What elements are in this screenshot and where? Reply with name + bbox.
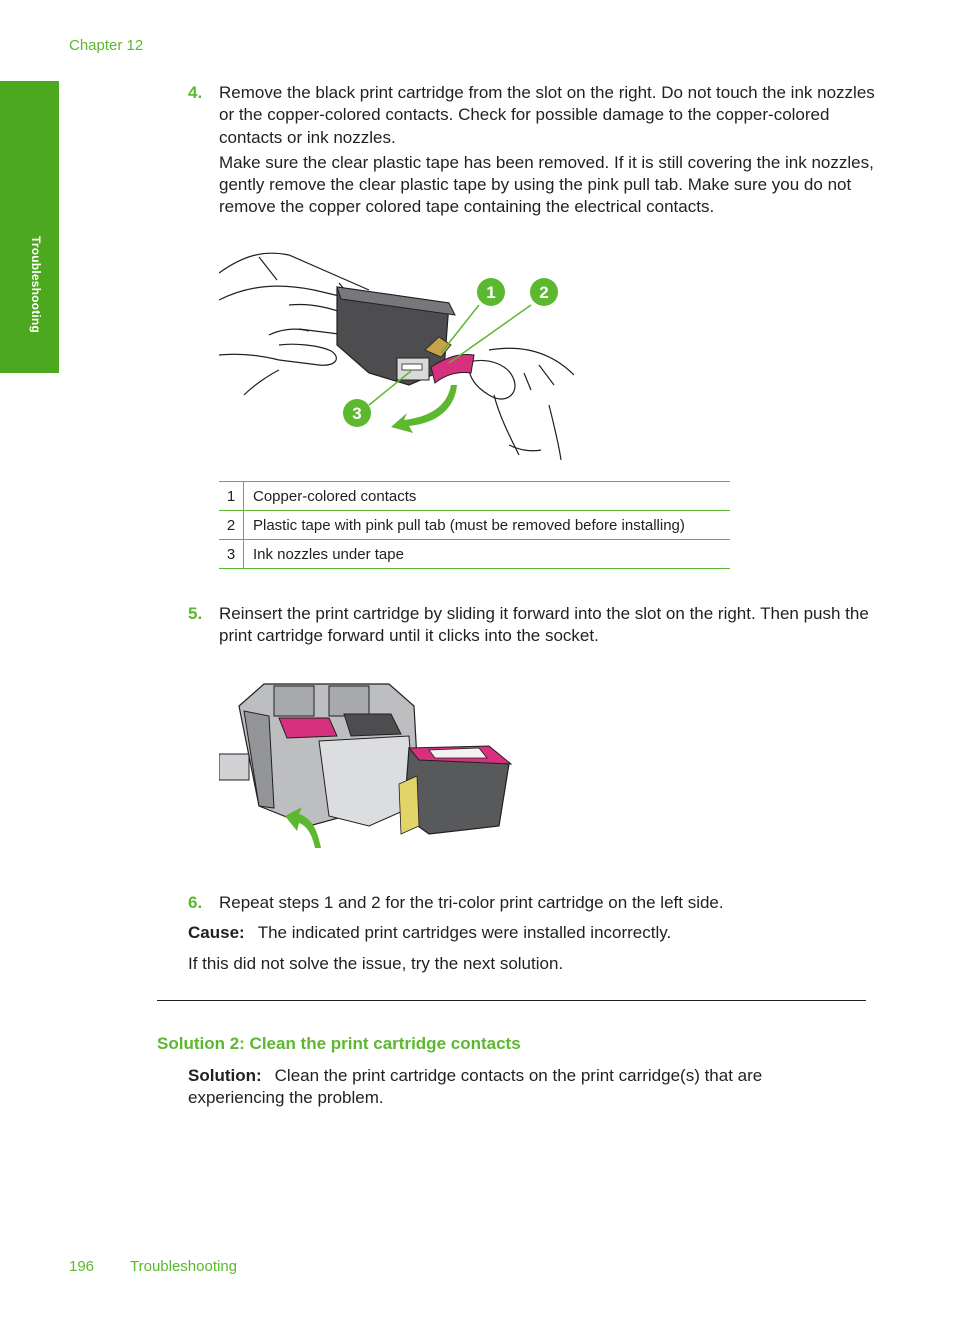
solution-label: Solution: [188, 1066, 262, 1085]
legend-text: Ink nozzles under tape [244, 540, 731, 569]
cartridge-tape-illustration [219, 245, 579, 460]
step-5 [188, 603, 878, 648]
callout-1 [477, 278, 505, 306]
cause-text: The indicated print cartridges were installed incorrectly. [257, 923, 672, 942]
svg-text:2: 2 [539, 283, 549, 302]
solution-heading: Solution 2: Clean the print cartridge contacts [157, 1034, 521, 1053]
legend-text: Copper-colored contacts [244, 482, 731, 511]
legend-index: 2 [219, 511, 244, 540]
step-4 [188, 82, 878, 219]
solution-paragraph [188, 1065, 838, 1110]
section-divider [157, 1000, 866, 1001]
chapter-header: Chapter 12 [69, 37, 144, 54]
step-6 [188, 892, 878, 914]
legend-text: Plastic tape with pink pull tab (must be removed before installing) [244, 511, 731, 540]
callout-3 [343, 399, 371, 427]
callout-2 [530, 278, 558, 306]
legend-table [219, 481, 730, 569]
step-number: 4. [188, 83, 203, 102]
step-text: Remove the black print cartridge from the slot on the right. Do not touch the ink nozzles or the copper-colored contacts. Check for possible damage to the copper-colored contacts or ink nozzles. [219, 83, 875, 147]
step-text: Make sure the clear plastic tape has been removed. If it is still covering the ink nozzles, gently remove the clear plastic tape by using the pink pull tab. Make sure you do not remove the copper colored tape containing the electrical contacts. [219, 152, 874, 217]
step-text: Repeat steps 1 and 2 for the tri-color print cartridge on the left side. [219, 893, 724, 912]
table-row [219, 540, 730, 569]
solution-text: Clean the print cartridge contacts on the print carridge(s) that are experiencing the problem. [188, 1066, 763, 1108]
legend-index: 1 [219, 482, 244, 511]
svg-text:1: 1 [486, 283, 496, 302]
footer-section-title: Troubleshooting [130, 1258, 238, 1275]
svg-text:3: 3 [352, 404, 362, 423]
step-number: 6. [188, 893, 203, 912]
side-tab-label: Troubleshooting [29, 236, 43, 333]
step-text: Reinsert the print cartridge by sliding it forward into the slot on the right. Then push the print cartridge forward until it clicks into the socket. [219, 604, 869, 646]
next-solution-note: If this did not solve the issue, try the next solution. [188, 954, 564, 973]
page-number: 196 [69, 1258, 95, 1275]
table-row [219, 482, 730, 511]
legend-index: 3 [219, 540, 244, 569]
table-row [219, 511, 730, 540]
cause-paragraph [188, 922, 868, 944]
step-number: 5. [188, 604, 203, 623]
cartridge-carriage-illustration [219, 676, 519, 856]
cause-label: Cause: [188, 923, 245, 942]
